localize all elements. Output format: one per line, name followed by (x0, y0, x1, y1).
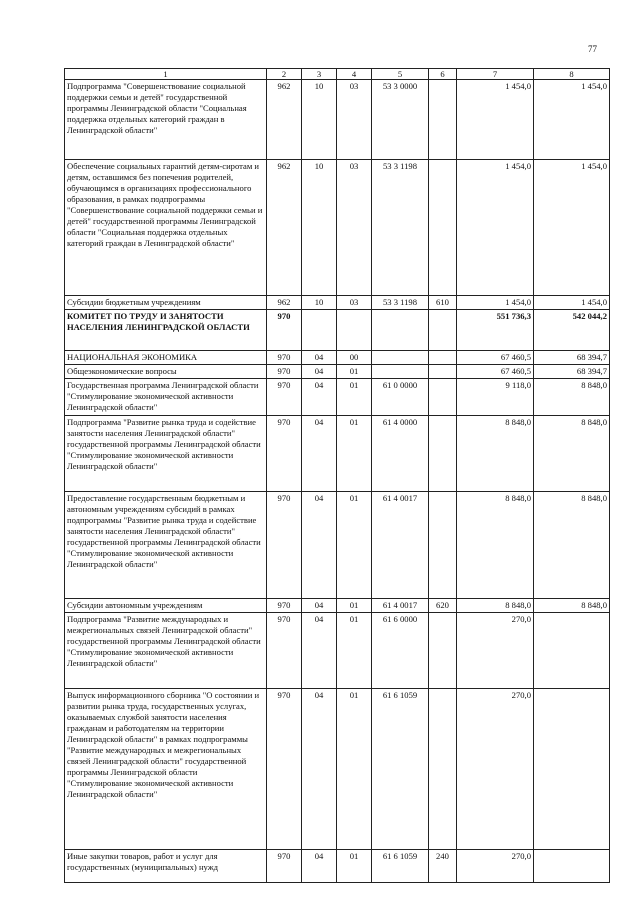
section-code: 04 (302, 379, 337, 416)
expense-type-code (429, 310, 457, 351)
amount-year-2: 68 394,7 (534, 365, 610, 379)
section-code: 04 (302, 416, 337, 492)
row-name: Подпрограмма "Совершенствование социальной поддержки семьи и детей" государственной программы Ленинградской области "Социальная поддержка отдельных категорий граждан в Ленинградской области" (65, 80, 267, 160)
admin-code: 970 (267, 850, 302, 883)
amount-year-1: 8 848,0 (457, 492, 534, 599)
table-row (65, 310, 610, 351)
target-article-code: 61 4 0000 (372, 416, 429, 492)
admin-code: 970 (267, 613, 302, 689)
admin-code: 970 (267, 365, 302, 379)
expense-type-code (429, 351, 457, 365)
admin-code: 970 (267, 351, 302, 365)
table-row (65, 850, 610, 883)
subsection-code: 01 (337, 492, 372, 599)
table-row (65, 416, 610, 492)
expense-type-code (429, 613, 457, 689)
row-name: Государственная программа Ленинградской области "Стимулирование экономической активности Ленинградской области" (65, 379, 267, 416)
row-name: Обеспечение социальных гарантий детям-сиротам и детям, оставшимся без попечения родителей, обучающимся в организациях профессионального образования, в рамках подпрограммы "Совершенствование социальной поддержки семьи и детей" государственной программы Ленинградской области "Социальная поддержка отдельных категорий граждан в Ленинградской области" (65, 160, 267, 296)
amount-year-1: 270,0 (457, 689, 534, 850)
column-header: 4 (337, 69, 372, 80)
column-header: 2 (267, 69, 302, 80)
expense-type-code (429, 379, 457, 416)
row-name: Субсидии автономным учреждениям (65, 599, 267, 613)
column-header: 6 (429, 69, 457, 80)
subsection-code: 03 (337, 80, 372, 160)
expense-type-code (429, 365, 457, 379)
section-code (302, 310, 337, 351)
amount-year-1: 8 848,0 (457, 416, 534, 492)
amount-year-1: 270,0 (457, 613, 534, 689)
target-article-code: 53 3 1198 (372, 160, 429, 296)
page-number: 77 (588, 44, 597, 54)
target-article-code: 61 6 1059 (372, 850, 429, 883)
subsection-code: 01 (337, 613, 372, 689)
amount-year-1: 1 454,0 (457, 160, 534, 296)
admin-code: 962 (267, 160, 302, 296)
column-header: 8 (534, 69, 610, 80)
target-article-code: 61 6 0000 (372, 613, 429, 689)
admin-code: 962 (267, 296, 302, 310)
section-code: 10 (302, 296, 337, 310)
amount-year-2: 1 454,0 (534, 160, 610, 296)
header-row (65, 69, 610, 80)
row-name: Иные закупки товаров, работ и услуг для государственных (муниципальных) нужд (65, 850, 267, 883)
amount-year-2: 1 454,0 (534, 296, 610, 310)
subsection-code: 01 (337, 365, 372, 379)
subsection-code: 01 (337, 850, 372, 883)
amount-year-2: 1 454,0 (534, 80, 610, 160)
subsection-code: 01 (337, 689, 372, 850)
column-header: 5 (372, 69, 429, 80)
row-name: НАЦИОНАЛЬНАЯ ЭКОНОМИКА (65, 351, 267, 365)
target-article-code (372, 351, 429, 365)
admin-code: 970 (267, 379, 302, 416)
target-article-code: 61 0 0000 (372, 379, 429, 416)
amount-year-1: 8 848,0 (457, 599, 534, 613)
target-article-code: 61 4 0017 (372, 492, 429, 599)
section-code: 04 (302, 599, 337, 613)
admin-code: 970 (267, 416, 302, 492)
amount-year-2 (534, 850, 610, 883)
row-name: Подпрограмма "Развитие рынка труда и содействие занятости населения Ленинградской области" государственной программы Ленинградской области "Стимулирование экономической активности Ленинградской области" (65, 416, 267, 492)
table-row (65, 351, 610, 365)
row-name: Выпуск информационного сборника "О состоянии и развитии рынка труда, государственных услугах, оказываемых службой занятости населения гражданам и работодателям на территории Ленинградской области" в рамках подпрограммы "Развитие международных и межрегиональных связей Ленинградской области" государственной программы Ленинградской области "Стимулирование экономической активности Ленинградской области" (65, 689, 267, 850)
row-name: Общеэкономические вопросы (65, 365, 267, 379)
table-row (65, 379, 610, 416)
expense-type-code: 620 (429, 599, 457, 613)
amount-year-2: 8 848,0 (534, 416, 610, 492)
table-row (65, 365, 610, 379)
expense-type-code: 610 (429, 296, 457, 310)
table-row (65, 689, 610, 850)
amount-year-2 (534, 689, 610, 850)
subsection-code: 01 (337, 599, 372, 613)
section-code: 04 (302, 492, 337, 599)
section-code: 04 (302, 850, 337, 883)
table-row (65, 296, 610, 310)
admin-code: 970 (267, 599, 302, 613)
subsection-code: 01 (337, 379, 372, 416)
target-article-code (372, 310, 429, 351)
table-row (65, 80, 610, 160)
section-code: 04 (302, 613, 337, 689)
section-code: 04 (302, 365, 337, 379)
table-row (65, 613, 610, 689)
amount-year-1: 1 454,0 (457, 80, 534, 160)
table-row (65, 492, 610, 599)
target-article-code (372, 365, 429, 379)
amount-year-2: 542 044,2 (534, 310, 610, 351)
column-header: 1 (65, 69, 267, 80)
admin-code: 970 (267, 310, 302, 351)
target-article-code: 53 3 0000 (372, 80, 429, 160)
row-name: Предоставление государственным бюджетным и автономным учреждениям субсидий в рамках подпрограммы "Развитие рынка труда и содействие занятости населения Ленинградской области" государственной программы Ленинградской области "Стимулирование экономической активности Ленинградской области" (65, 492, 267, 599)
expense-type-code (429, 492, 457, 599)
amount-year-2 (534, 613, 610, 689)
expense-type-code (429, 160, 457, 296)
amount-year-2: 8 848,0 (534, 599, 610, 613)
amount-year-1: 9 118,0 (457, 379, 534, 416)
admin-code: 970 (267, 492, 302, 599)
column-header: 3 (302, 69, 337, 80)
target-article-code: 61 4 0017 (372, 599, 429, 613)
row-name: КОМИТЕТ ПО ТРУДУ И ЗАНЯТОСТИ НАСЕЛЕНИЯ ЛЕНИНГРАДСКОЙ ОБЛАСТИ (65, 310, 267, 351)
expense-type-code: 240 (429, 850, 457, 883)
section-code: 04 (302, 351, 337, 365)
amount-year-1: 270,0 (457, 850, 534, 883)
amount-year-1: 1 454,0 (457, 296, 534, 310)
section-code: 10 (302, 160, 337, 296)
subsection-code: 03 (337, 296, 372, 310)
amount-year-2: 8 848,0 (534, 379, 610, 416)
admin-code: 962 (267, 80, 302, 160)
amount-year-1: 67 460,5 (457, 351, 534, 365)
budget-table (64, 68, 610, 883)
row-name: Субсидии бюджетным учреждениям (65, 296, 267, 310)
subsection-code: 01 (337, 416, 372, 492)
target-article-code: 53 3 1198 (372, 296, 429, 310)
subsection-code: 03 (337, 160, 372, 296)
expense-type-code (429, 689, 457, 850)
target-article-code: 61 6 1059 (372, 689, 429, 850)
amount-year-2: 8 848,0 (534, 492, 610, 599)
expense-type-code (429, 80, 457, 160)
column-header: 7 (457, 69, 534, 80)
table-row (65, 160, 610, 296)
admin-code: 970 (267, 689, 302, 850)
subsection-code: 00 (337, 351, 372, 365)
table-row (65, 599, 610, 613)
amount-year-1: 67 460,5 (457, 365, 534, 379)
row-name: Подпрограмма "Развитие международных и межрегиональных связей Ленинградской области" государственной программы Ленинградской области "Стимулирование экономической активности Ленинградской области" (65, 613, 267, 689)
amount-year-1: 551 736,3 (457, 310, 534, 351)
section-code: 04 (302, 689, 337, 850)
subsection-code (337, 310, 372, 351)
expense-type-code (429, 416, 457, 492)
amount-year-2: 68 394,7 (534, 351, 610, 365)
section-code: 10 (302, 80, 337, 160)
